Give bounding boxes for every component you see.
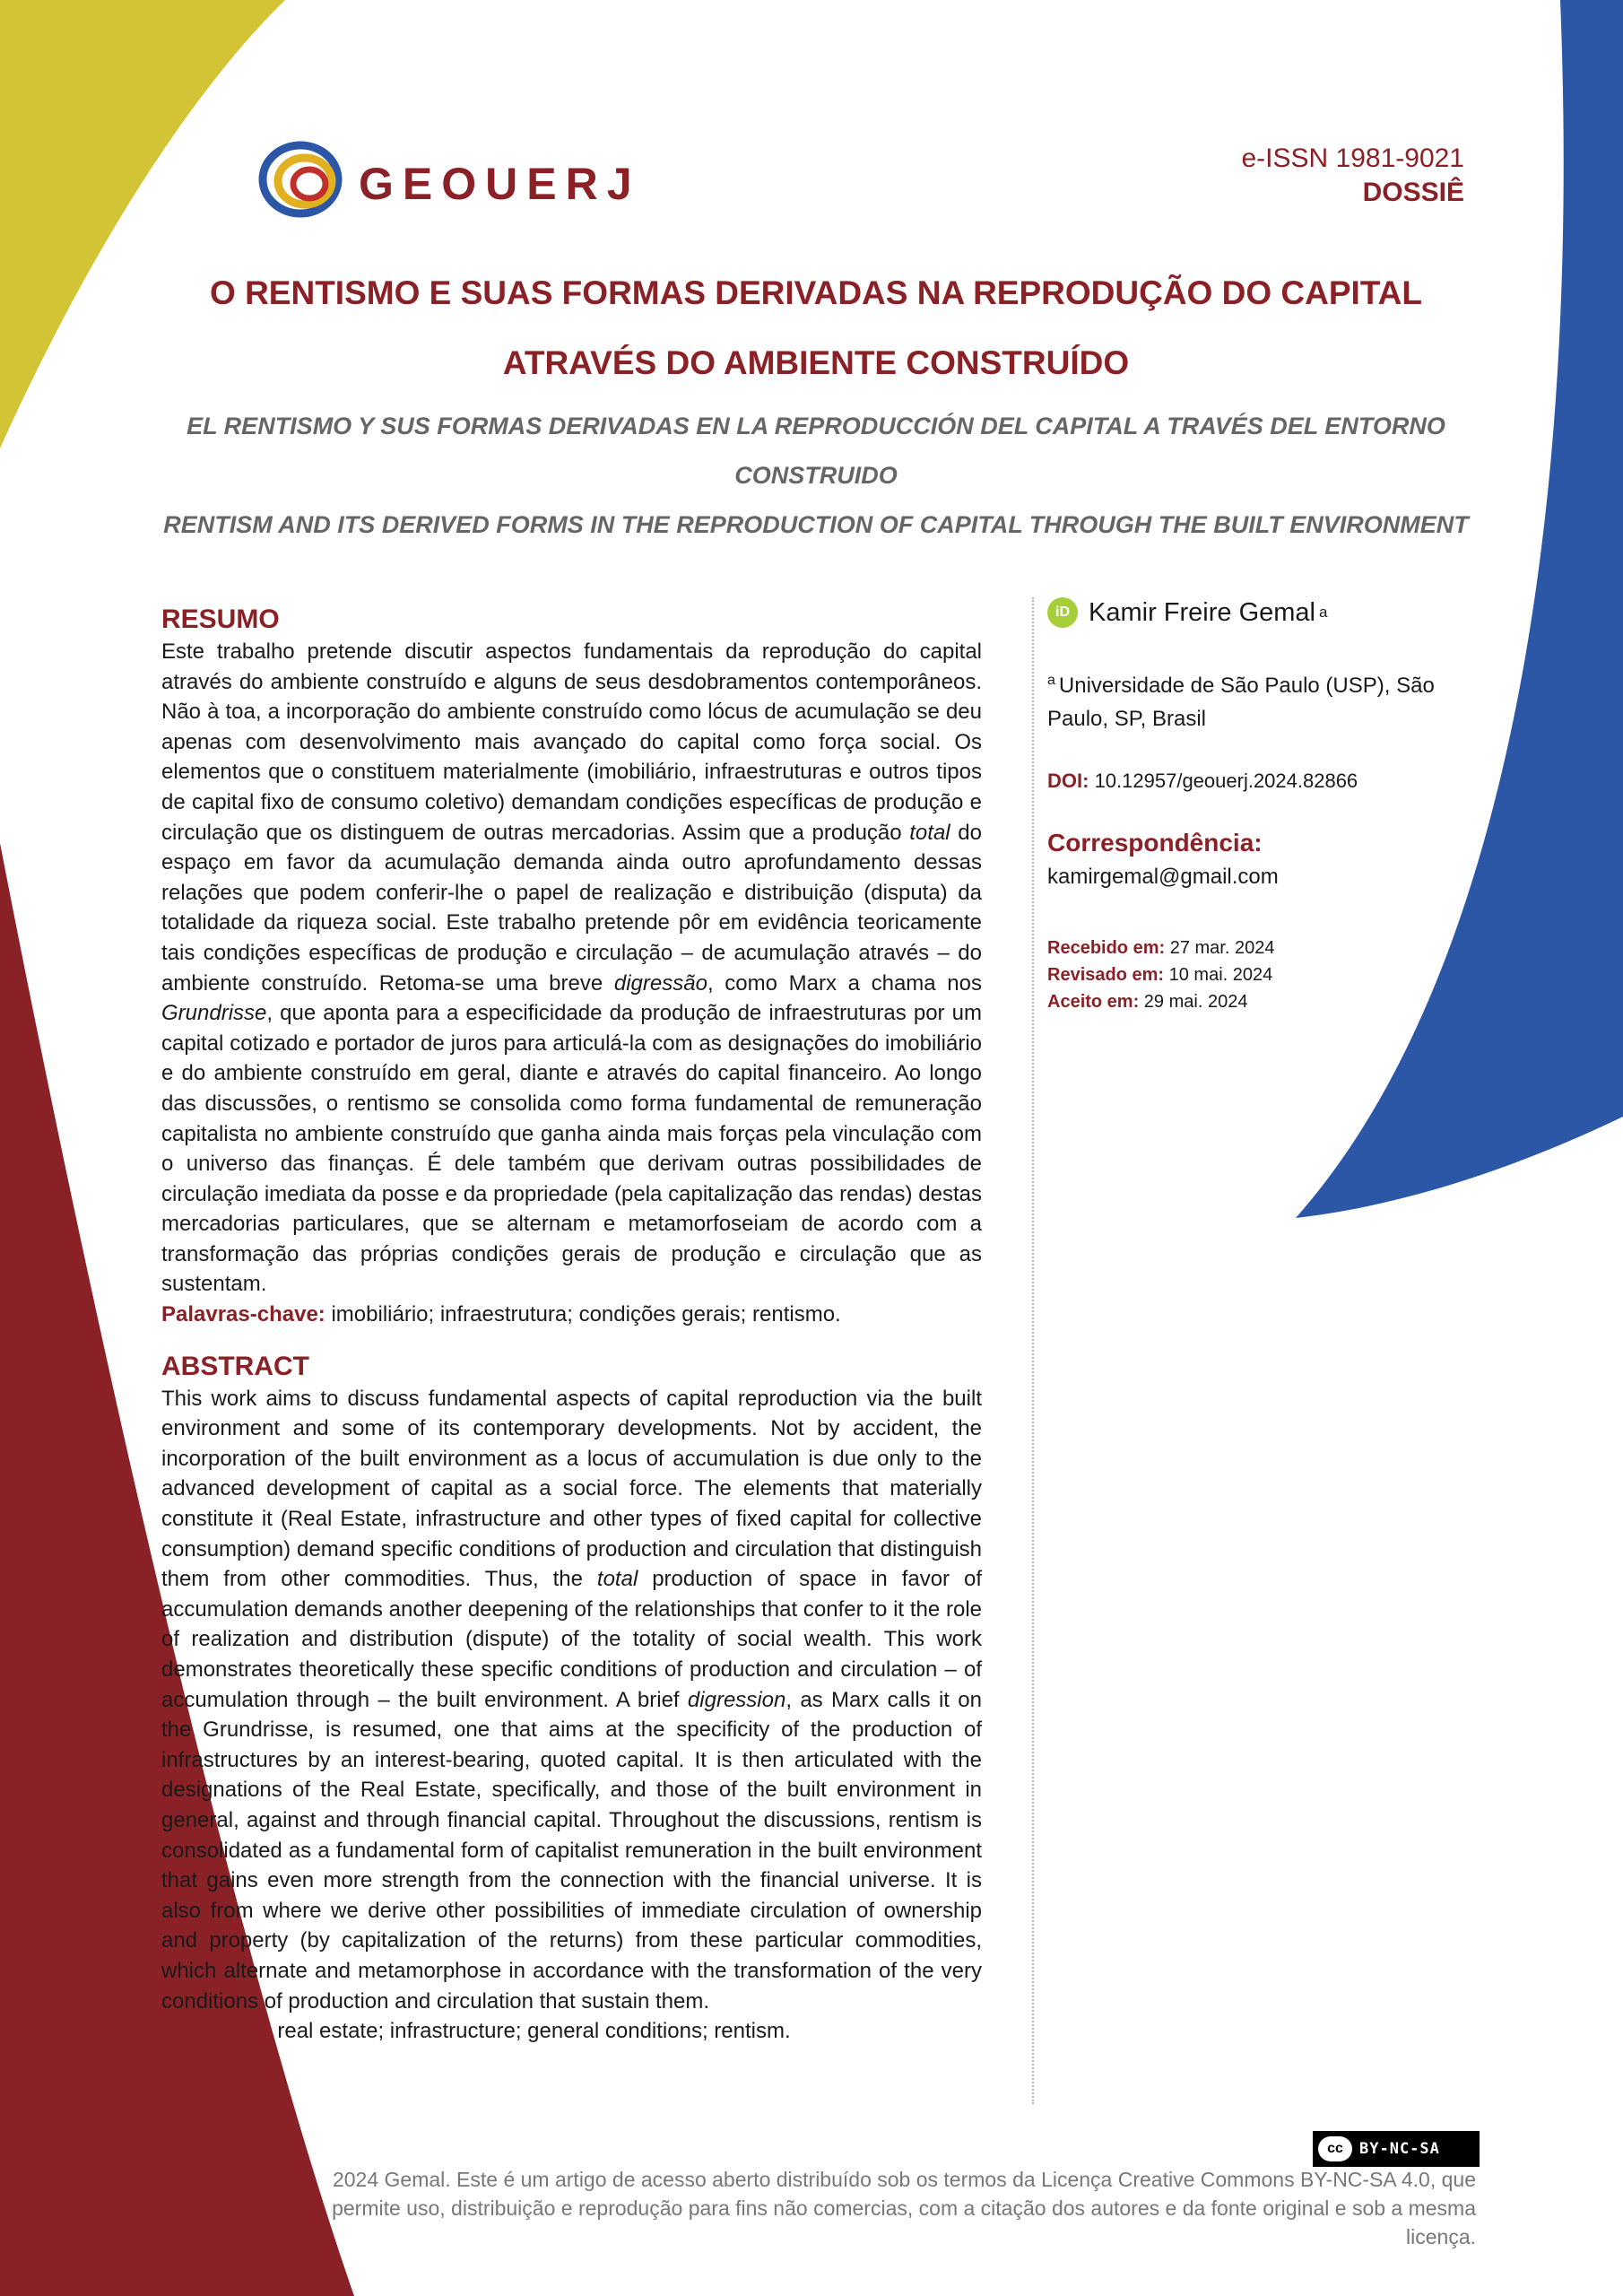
- abstract-heading: ABSTRACT: [161, 1351, 309, 1381]
- article-info-sidebar: [1047, 597, 1496, 1015]
- affiliation: $^a$ Universidade de São Paulo (USP), São Paulo, SP, Brasil: [1047, 673, 1435, 731]
- column-divider: [1032, 597, 1034, 2104]
- logo-text: GEOUERJ: [359, 159, 632, 209]
- correspondence-heading: Correspondência:: [1047, 829, 1263, 857]
- abstract-keywords: Keywords: real estate; infrastructure; general conditions; rentism.: [161, 2019, 791, 2044]
- title-en: RENTISM AND ITS DERIVED FORMS IN THE REPRODUCTION OF CAPITAL THROUGH THE BUILT ENVIRONMENT: [163, 511, 1469, 538]
- author-superscript: a: [1319, 604, 1328, 621]
- article-dates: [1047, 935, 1496, 1015]
- resumo-text: Este trabalho pretende discutir aspectos fundamentais da reprodução do capital através do ambiente construído e alguns de seus desdobramentos contemporâneos. Não à toa, a incorporação do ambiente construído como lócus de acumulação se deu apenas com desenvolvimento mais avançado do capital como força social. Os elementos que o constituem materialmente (imobiliário, infraestruturas e outros tipos de capital fixo de consumo coletivo) demandam condições específicas de produção e circulação que os distinguem de outras mercadorias. Assim que a produção total do espaço em favor da acumulação demanda ainda outro aprofundamento dessas relações que podem conferir-lhe o papel de realização e distribuição (disputa) da totalidade da riqueza social. Este trabalho pretende pôr em evidência teoricamente tais condições específicas de produção e circulação – de acumulação através – do ambiente construído. Retoma-se uma breve digressão, como Marx a chama nos Grundrisse, que aponta para a especificidade da produção de infraestruturas por um capital cotizado e portador de juros para articulá-la com as designações do imobiliário e do ambiente construído em geral, diante e através do capital financeiro. Ao longo das discussões, o rentismo se consolida como forma fundamental de remuneração capitalista no ambiente construído que ganha ainda mais forças pela vinculação com o universo das finanças. É dele também que derivam outras possibilidades de circulação imediata da posse e da propriedade (pela capitalização das rendas) destas mercadorias particulares, que se alternam e metamorfoseiam de acordo com a transformação das próprias condições gerais de produção e circulação que as sustentam.: [161, 639, 983, 1297]
- issn-text: e-ISSN 1981-9021: [1241, 144, 1464, 173]
- resumo-heading: RESUMO: [161, 604, 280, 634]
- accepted-date: Aceito em: 29 mai. 2024: [1047, 992, 1248, 1012]
- title-pt-line2: ATRAVÉS DO AMBIENTE CONSTRUÍDO: [502, 344, 1130, 381]
- title-pt-line1: O RENTISMO E SUAS FORMAS DERIVADAS NA REPRODUÇÃO DO CAPITAL: [210, 274, 1422, 311]
- author-line: [1047, 597, 1496, 628]
- doi[interactable]: DOI: 10.12957/geouerj.2024.82866: [1047, 770, 1358, 792]
- abstract-text: This work aims to discuss fundamental aspects of capital reproduction via the built environment and some of its contemporary developments. Not by accident, the incorporation of the built environment as a locus of accumulation is due only to the advanced development of capital as a social force. The elements that materially constitute it (Real Estate, infrastructure and other types of fixed capital for collective consumption) demand specific conditions of production and circulation that distinguish them from other commodities. Thus, the total production of space in favor of accumulation demands another deepening of the relationships that confer to it the role of realization and distribution (dispute) of the totality of social wealth. This work demonstrates theoretically these specific conditions of production and circulation – of accumulation through – the built environment. A brief digression, as Marx calls it on the Grundrisse, is resumed, one that aims at the specificity of the production of infrastructures by an interest-bearing, quoted capital. It is then articulated with the designations of the Real Estate, specifically, and those of the built environment in general, against and through financial capital. Throughout the discussions, rentism is consolidated as a fundamental form of capitalist remuneration in the built environment that gains even more strength from the connection with the financial universe. It is also from where we derive other possibilities of immediate circulation of ownership and property (by capitalization of the returns) from these particular commodities, which alternate and metamorphose in accordance with the transformation of the very conditions of production and circulation that sustain them.: [161, 1386, 982, 2013]
- orcid-icon[interactable]: iD: [1047, 597, 1078, 628]
- revised-date: Revisado em: 10 mai. 2024: [1047, 965, 1273, 985]
- journal-logo: [256, 135, 632, 224]
- cc-license-badge[interactable]: [1313, 2131, 1480, 2167]
- license-text: 2024 Gemal. Este é um artigo de acesso aberto distribuído sob os termos da Licença Creative Commons BY-NC-SA 4.0, que permite uso, distribuição e reprodução para fins não comercias, com a citação dos autores e da fonte original e sob a mesma licença.: [332, 2168, 1476, 2248]
- received-date: Recebido em: 27 mar. 2024: [1047, 938, 1275, 958]
- main-column: [161, 603, 982, 2047]
- section-label: DOSSIÊ: [1362, 178, 1464, 207]
- geouerj-logo-icon: [256, 135, 632, 224]
- title-es: EL RENTISMO Y SUS FORMAS DERIVADAS EN LA REPRODUCCIÓN DEL CAPITAL A TRAVÉS DEL ENTORNO CONSTRUIDO: [187, 413, 1445, 489]
- correspondence-email[interactable]: kamirgemal@gmail.com: [1047, 865, 1279, 889]
- issn-block: [1242, 142, 1465, 210]
- cc-badge-text: BY-NC-SA: [1359, 2140, 1440, 2158]
- creative-commons-icon: cc: [1318, 2136, 1352, 2161]
- resumo-keywords: Palavras-chave: imobiliário; infraestrutura; condições gerais; rentismo.: [161, 1302, 841, 1327]
- author-name: Kamir Freire Gemal: [1089, 597, 1315, 627]
- title-block: [161, 258, 1471, 550]
